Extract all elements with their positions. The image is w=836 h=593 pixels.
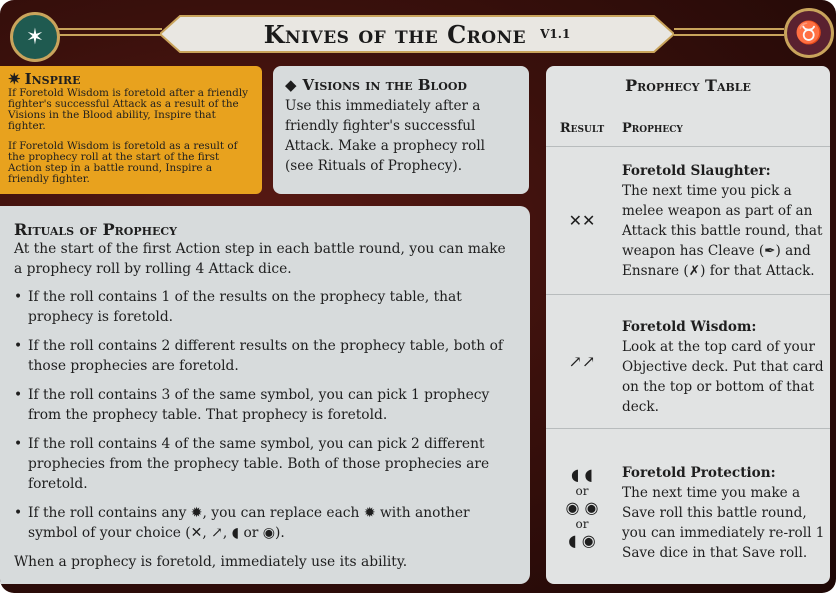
result-protection: ◖ ◖ or ◉ ◉ or ◖ ◉ [565,464,599,550]
rituals-panel [0,206,530,584]
list-item: • If the roll contains 1 of the results on the prophecy table, that prophecy is foretold. [14,287,516,327]
starburst-icon: ✷ [8,70,21,88]
column-prophecy: Prophecy [622,120,683,136]
prophecy-title: Foretold Protection: [622,465,776,481]
list-item: • If the roll contains 2 different results on the prophecy table, both of those prophecies are foretold. [14,336,516,376]
prophecy-title: Foretold Slaughter: [622,163,771,179]
inspire-heading: ✷ Inspire [8,70,81,88]
single-shield-icon: ◖ ◖ [571,464,593,484]
table-heading: Prophecy Table [625,76,751,95]
title-bar [0,0,836,66]
column-result: Result [559,120,605,136]
title-trim-right [674,28,784,30]
inspire-panel [0,66,262,194]
list-item: • If the roll contains 4 of the same symbol, you can pick 2 different prophecies from the prophecy table. Both of those prophecies are foretold. [14,434,516,494]
visions-heading: ◆ Visions in the Blood [285,76,467,94]
cleave-icon: ✒ [764,243,776,259]
rituals-ending: When a prophecy is foretold, immediately use its ability. [14,554,408,570]
prophecy-table [546,66,830,584]
title-trim-left-2 [56,34,162,36]
horned-emblem-icon: ♉ [784,8,834,58]
card-title: Knives of the Crone [263,19,527,49]
gem-icon: ◆ [285,76,297,94]
mixed-shield-icon: ◖ ◉ [568,530,596,550]
crit-gear-icon: ✹ [190,505,203,521]
crit-gear-icon: ✹ [363,505,376,521]
crown-emblem-icon: ✶ [10,12,60,62]
hammer-icon: ↗ [211,525,223,541]
double-shield-icon: ◉ ◉ [565,497,599,517]
double-shield-icon: ◉ [262,525,275,541]
rituals-intro: At the start of the first Action step in each battle round, you can make a prophecy roll by rolling 4 Attack dice. [14,241,506,277]
table-row: ↗↗ Foretold Wisdom: Look at the top card of your Objective deck. Put that card on the top or bottom of that deck. [546,294,830,427]
visions-panel [273,66,529,194]
table-row: ◖ ◖ or ◉ ◉ or ◖ ◉ Foretold Protection: The next time you make a Save roll this battle round, you can immediately re-roll 1 Save dice in that Save roll. [546,428,830,585]
crossed-swords-icon: ✕✕ [568,210,596,230]
single-shield-icon: ◖ [231,525,240,541]
ensnare-icon: ✗ [688,263,701,279]
crossed-swords-icon: ✕ [190,525,203,541]
inspire-text-2: If Foretold Wisdom is foretold as a result of the prophecy roll at the start of the first Action step in a battle round, Inspire a friendly fighter. [8,140,238,185]
list-item: • If the roll contains 3 of the same symbol, you can pick 1 prophecy from the prophecy table. That prophecy is foretold. [14,385,516,425]
title-trim-left [56,28,162,30]
title-banner [160,14,674,54]
table-row: ✕✕ Foretold Slaughter: The next time you pick a melee weapon as part of an Attack this battle round, that weapon has Cleave (✒) and Ensnare (✗) for that Attack. [546,146,830,293]
result-slaughter [546,147,618,293]
rituals-heading: Rituals of Prophecy [14,220,178,239]
hammer-icon: ↗↗ [568,351,596,371]
version-label: V1.1 [540,27,571,41]
list-item: • If the roll contains any ✹, you can replace each ✹ with another symbol of your choice (✕, ↗, ◖ or ◉). [14,503,516,543]
result-wisdom [546,295,618,427]
prophecy-title: Foretold Wisdom: [622,319,757,335]
rituals-list [14,287,516,543]
visions-text: Use this immediately after a friendly fighter's successful Attack. Make a prophecy roll (see Rituals of Prophecy). [285,98,486,174]
table-header [546,110,830,146]
inspire-text-1: If Foretold Wisdom is foretold after a friendly fighter's successful Attack as a result of the Visions in the Blood ability, Inspire that fighter. [8,87,249,132]
title-trim-right-2 [674,34,784,36]
